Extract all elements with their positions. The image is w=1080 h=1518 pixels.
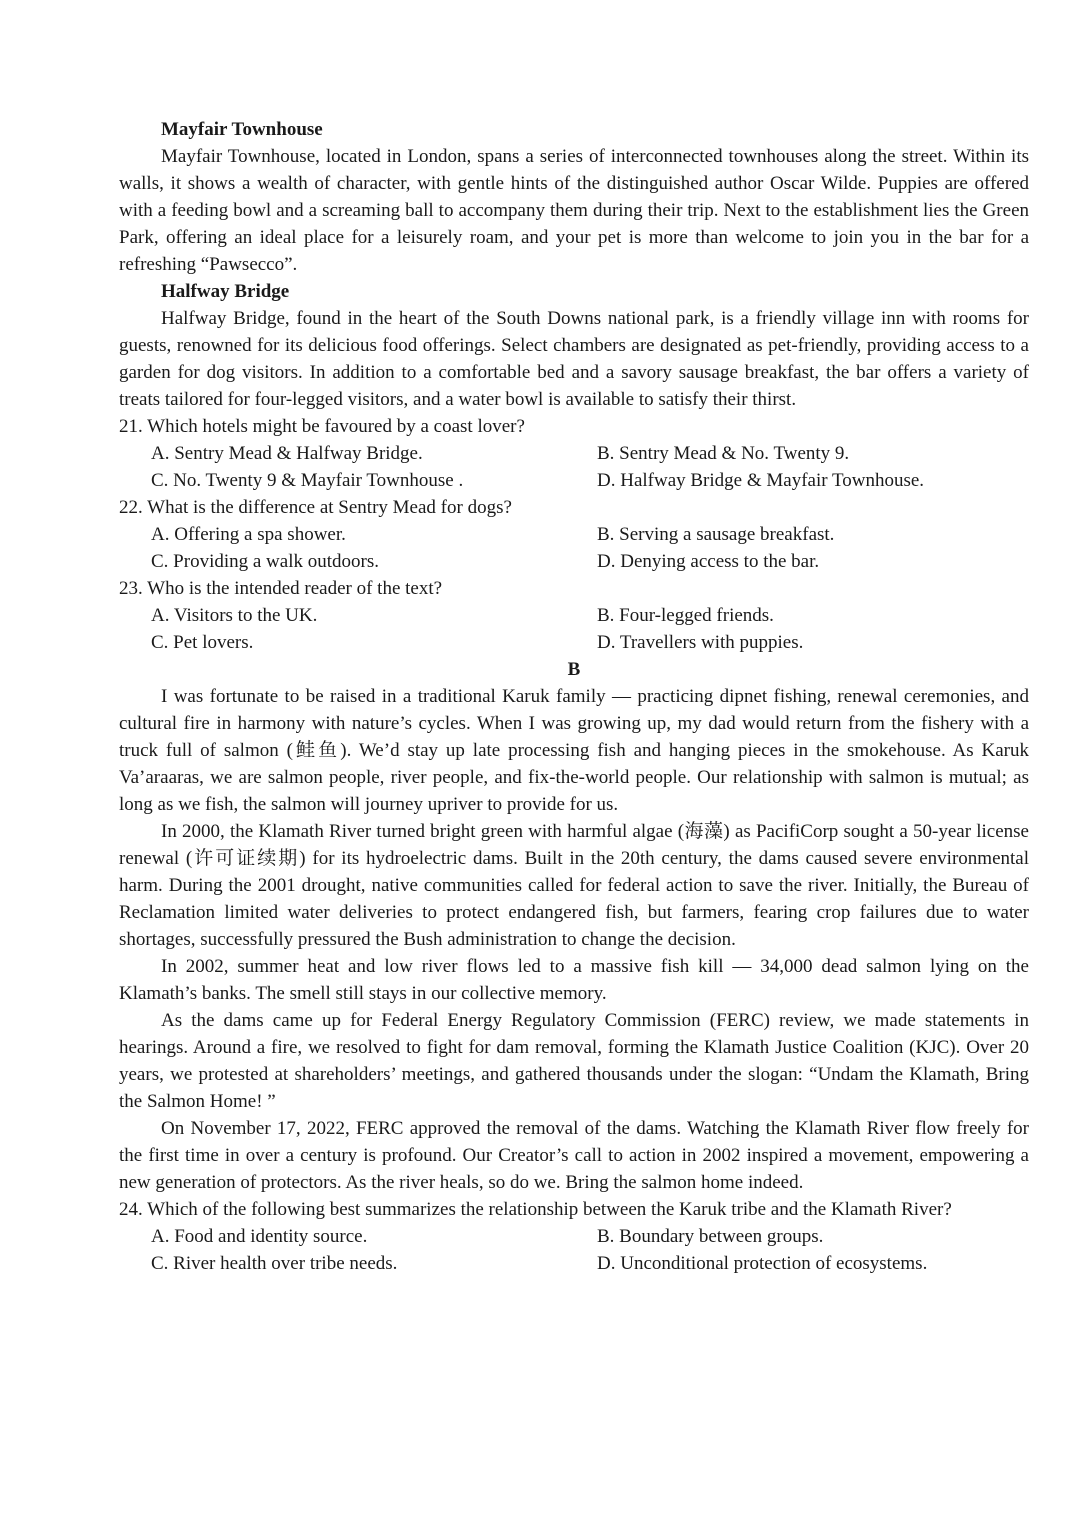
question-21 bbox=[119, 413, 1029, 494]
option-d: D. Travellers with puppies. bbox=[597, 632, 804, 653]
passage-paragraph: On November 17, 2022, FERC approved the removal of the dams. Watching the Klamath River flow freely for the first time in over a century is profound. Our Creator’s call to action in 2002 inspired a movement, empowering a new generation of protectors. As the river heals, so do we. Bring the salmon home indeed. bbox=[119, 1118, 1029, 1193]
question-stem: 23. Who is the intended reader of the text? bbox=[119, 578, 443, 599]
option-d: D. Unconditional protection of ecosystems. bbox=[597, 1253, 928, 1274]
option-c: C. No. Twenty 9 & Mayfair Townhouse . bbox=[151, 470, 464, 491]
question-options bbox=[119, 602, 1029, 656]
option-c: C. Providing a walk outdoors. bbox=[151, 551, 379, 572]
option-a: A. Sentry Mead & Halfway Bridge. bbox=[151, 443, 423, 464]
option-d: D. Halfway Bridge & Mayfair Townhouse. bbox=[597, 470, 925, 491]
section-letter-b: B bbox=[567, 659, 581, 680]
hotel-name-mayfair: Mayfair Townhouse bbox=[161, 119, 323, 140]
option-d: D. Denying access to the bar. bbox=[597, 551, 820, 572]
hotel-description-mayfair: Mayfair Townhouse, located in London, spans a series of interconnected townhouses along the street. Within its walls, it shows a wealth of character, with gentle hints of the distinguished author Oscar Wilde. Puppies are offered with a feeding bowl and a screaming ball to accompany them during their trip. Next to the establishment lies the Green Park, offering an ideal place for a leisurely roam, and your pet is more than welcome to join you in the bar for a refreshing “Pawsecco”. bbox=[119, 146, 1029, 275]
passage-paragraph: As the dams came up for Federal Energy Regulatory Commission (FERC) review, we made statements in hearings. Around a fire, we resolved to fight for dam removal, forming the Klamath Justice Coalition (KJC). Over 20 years, we protested at shareholders’ meetings, and gathered thousands under the slogan: “Undam the Klamath, Bring the Salmon Home! ” bbox=[119, 1010, 1029, 1112]
question-options bbox=[119, 440, 1029, 494]
question-stem: 22. What is the difference at Sentry Mead for dogs? bbox=[119, 497, 512, 518]
option-b: B. Boundary between groups. bbox=[597, 1226, 824, 1247]
hotel-description-halfway-bridge: Halfway Bridge, found in the heart of the South Downs national park, is a friendly village inn with rooms for guests, renowned for its delicious food offerings. Select chambers are designated as pet-friendly, providing access to a garden for dog visitors. In addition to a comfortable bed and a savory sausage breakfast, the bar offers a variety of treats tailored for four-legged visitors, and a water bowl is available to satisfy their thirst. bbox=[119, 308, 1029, 410]
question-stem: 21. Which hotels might be favoured by a coast lover? bbox=[119, 416, 525, 437]
question-24 bbox=[119, 1196, 1029, 1277]
option-b: B. Four-legged friends. bbox=[597, 605, 774, 626]
option-a: A. Offering a spa shower. bbox=[151, 524, 346, 545]
exam-page bbox=[119, 116, 1029, 1277]
option-c: C. River health over tribe needs. bbox=[151, 1253, 398, 1274]
passage-paragraph: I was fortunate to be raised in a traditional Karuk family — practicing dipnet fishing, renewal ceremonies, and cultural fire in harmony with nature’s cycles. When I was growing up, my dad would return from the fishery with a truck full of salmon (鲑鱼). We’d stay up late processing fish and hanging pieces in the smokehouse. As Karuk Va’araaras, we are salmon people, river people, and fix-the-world people. Our relationship with salmon is mutual; as long as we fish, the salmon will journey upriver to provide for us. bbox=[119, 686, 1029, 815]
question-options bbox=[119, 521, 1029, 575]
hotel-name-halfway-bridge: Halfway Bridge bbox=[161, 281, 290, 302]
question-stem: 24. Which of the following best summarizes the relationship between the Karuk tribe and the Klamath River? bbox=[119, 1199, 952, 1220]
option-c: C. Pet lovers. bbox=[151, 632, 254, 653]
option-b: B. Serving a sausage breakfast. bbox=[597, 524, 835, 545]
question-options bbox=[119, 1223, 1029, 1277]
passage-paragraph: In 2000, the Klamath River turned bright green with harmful algae (海藻) as PacifiCorp sought a 50-year license renewal (许可证续期) for its hydroelectric dams. Built in the 20th century, the dams caused severe environmental harm. During the 2001 drought, native communities called for federal action to save the river. Initially, the Bureau of Reclamation limited water deliveries to protect endangered fish, but farmers, fearing crop failures due to water shortages, successfully pressured the Bush administration to change the decision. bbox=[119, 821, 1029, 950]
question-22 bbox=[119, 494, 1029, 575]
option-b: B. Sentry Mead & No. Twenty 9. bbox=[597, 443, 850, 464]
passage-paragraph: In 2002, summer heat and low river flows led to a massive fish kill — 34,000 dead salmon lying on the Klamath’s banks. The smell still stays in our collective memory. bbox=[119, 956, 1029, 1004]
question-23 bbox=[119, 575, 1029, 656]
option-a: A. Food and identity source. bbox=[151, 1226, 368, 1247]
option-a: A. Visitors to the UK. bbox=[151, 605, 318, 626]
